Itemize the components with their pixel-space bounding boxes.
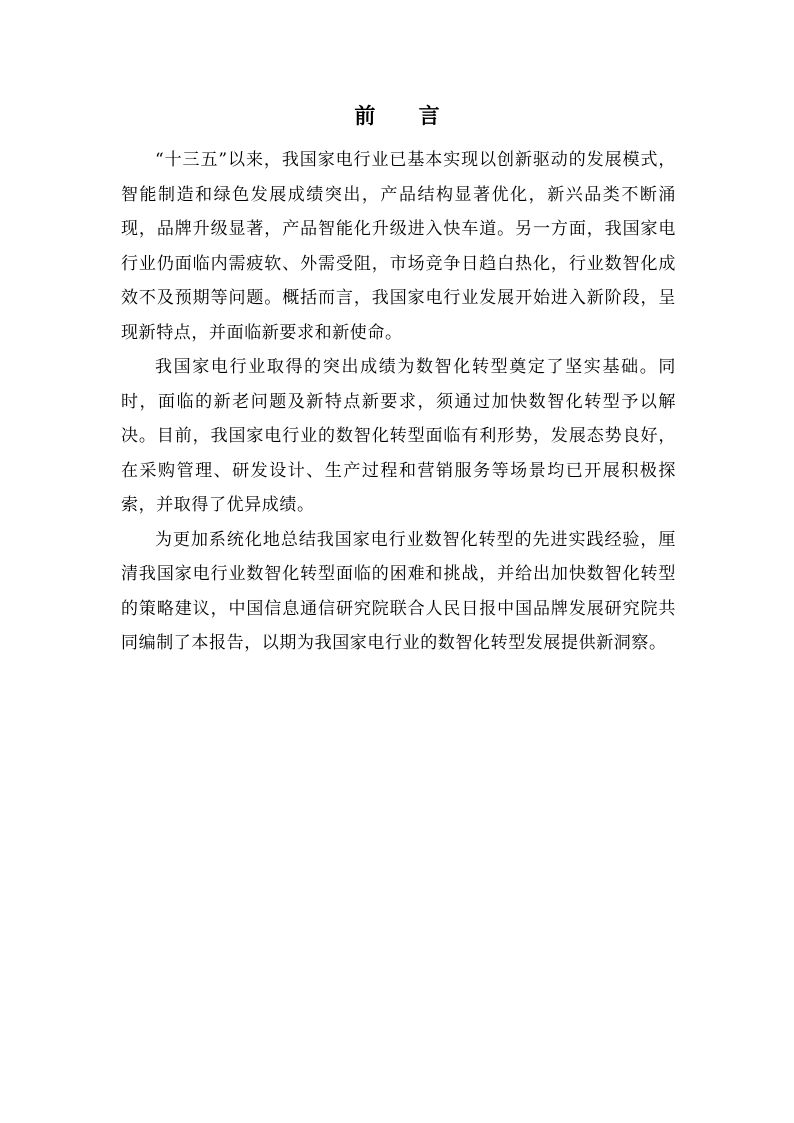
paragraph-2: 我国家电行业取得的突出成绩为数智化转型奠定了坚实基础。同时，面临的新老问题及新特点新要求，须通过加快数智化转型予以解决。目前，我国家电行业的数智化转型面临有利形势，发展态势良好，在采购管理、研发设计、生产过程和营销服务等场景均已开展积极探索，并取得了优异成绩。 — [121, 357, 676, 515]
page-title: 前 言 — [354, 103, 458, 128]
paragraph-3: 为更加系统化地总结我国家电行业数智化转型的先进实践经验，厘清我国家电行业数智化转型面临的困难和挑战，并给出加快数智化转型的策略建议，中国信息通信研究院联合人民日报中国品牌发展研究院共同编制了本报告，以期为我国家电行业的数智化转型发展提供新洞察。 — [121, 529, 676, 653]
paragraph-1: “十三五”以来，我国家电行业已基本实现以创新驱动的发展模式，智能制造和绿色发展成绩突出，产品结构显著优化，新兴品类不断涌现，品牌升级显著，产品智能化升级进入快车道。另一方面，我国家电行业仍面临内需疲软、外需受阻，市场竞争日趋白热化，行业数智化成效不及预期等问题。概括而言，我国家电行业发展开始进入新阶段，呈现新特点，并面临新要求和新使命。 — [121, 150, 676, 343]
document-body — [121, 143, 676, 661]
